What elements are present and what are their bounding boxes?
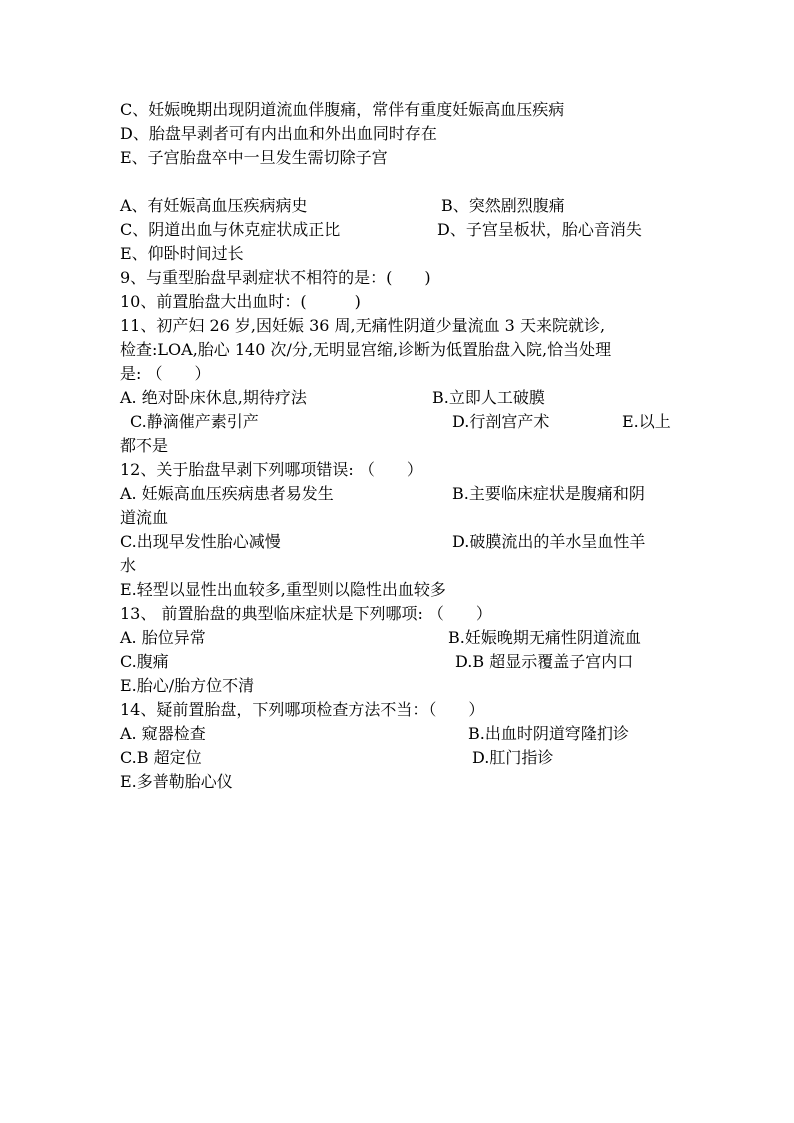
option-b-line: B.主要临床症状是腹痛和阴 — [452, 484, 645, 503]
option-e-line-continued: 都不是 — [120, 436, 169, 455]
option-b-line-continued: 道流血 — [120, 508, 169, 527]
option-c-line: C.出现早发性胎心减慢 — [120, 532, 281, 551]
option-d-line: D.行剖宫产术 — [452, 412, 550, 431]
question-11-line-1: 11、初产妇 26 岁,因妊娠 36 周,无痛性阴道少量流血 3 天来院就诊, — [120, 316, 606, 335]
option-e-line: E、仰卧时间过长 — [120, 244, 244, 263]
option-d-line: D.B 超显示覆盖子宫内口 — [455, 652, 634, 671]
option-a-line: A. 胎位异常 — [120, 628, 206, 647]
question-13: 13、 前置胎盘的典型临床症状是下列哪项: （ ） — [120, 604, 492, 623]
option-b-line: B.立即人工破膜 — [432, 388, 545, 407]
option-c-line: C、阴道出血与休克症状成正比 — [120, 220, 341, 239]
option-b-line: B.出血时阴道穹隆扪诊 — [468, 724, 629, 743]
question-14: 14、疑前置胎盘，下列哪项检查方法不当：（ ） — [120, 700, 485, 719]
option-c-line: C.B 超定位 — [120, 748, 202, 767]
question-10: 10、前置胎盘大出血时：( ) — [120, 292, 361, 311]
question-12: 12、关于胎盘早剥下列哪项错误: （ ） — [120, 460, 423, 479]
option-e-line: E.多普勒胎心仪 — [120, 772, 233, 791]
option-c-line: C.腹痛 — [120, 652, 169, 671]
option-e-line: E.胎心/胎方位不清 — [120, 676, 255, 695]
option-b-line: B、突然剧烈腹痛 — [441, 196, 565, 215]
option-c-line: C.静滴催产素引产 — [130, 412, 259, 431]
option-b-line: B.妊娠晚期无痛性阴道流血 — [448, 628, 641, 647]
option-e-line: E.轻型以显性出血较多,重型则以隐性出血较多 — [120, 580, 446, 599]
option-d-line: D、胎盘早剥者可有内出血和外出血同时存在 — [120, 124, 437, 143]
option-a-line: A. 窥器检查 — [120, 724, 206, 743]
option-a-line: A. 妊娠高血压疾病患者易发生 — [120, 484, 334, 503]
option-d-line: D.肛门指诊 — [472, 748, 554, 767]
option-a-line: A、有妊娠高血压疾病病史 — [120, 196, 308, 215]
option-d-line: D.破膜流出的羊水呈血性羊 — [452, 532, 646, 551]
option-d-line-continued: 水 — [120, 556, 137, 575]
question-11-line-2: 检查:LOA,胎心 140 次/分,无明显宫缩,诊断为低置胎盘入院,恰当处理 — [120, 340, 612, 359]
question-9: 9、与重型胎盘早剥症状不相符的是：( ) — [120, 268, 431, 287]
option-c-line: C、妊娠晚期出现阴道流血伴腹痛，常伴有重度妊娠高血压疾病 — [120, 100, 565, 119]
option-a-line: A. 绝对卧床休息,期待疗法 — [120, 388, 307, 407]
option-e-line: E.以上 — [622, 412, 671, 431]
question-11-line-3: 是: （ ） — [120, 364, 211, 383]
option-d-line: D、子宫呈板状，胎心音消失 — [437, 220, 642, 239]
option-e-line: E、子宫胎盘卒中一旦发生需切除子宫 — [120, 148, 388, 167]
